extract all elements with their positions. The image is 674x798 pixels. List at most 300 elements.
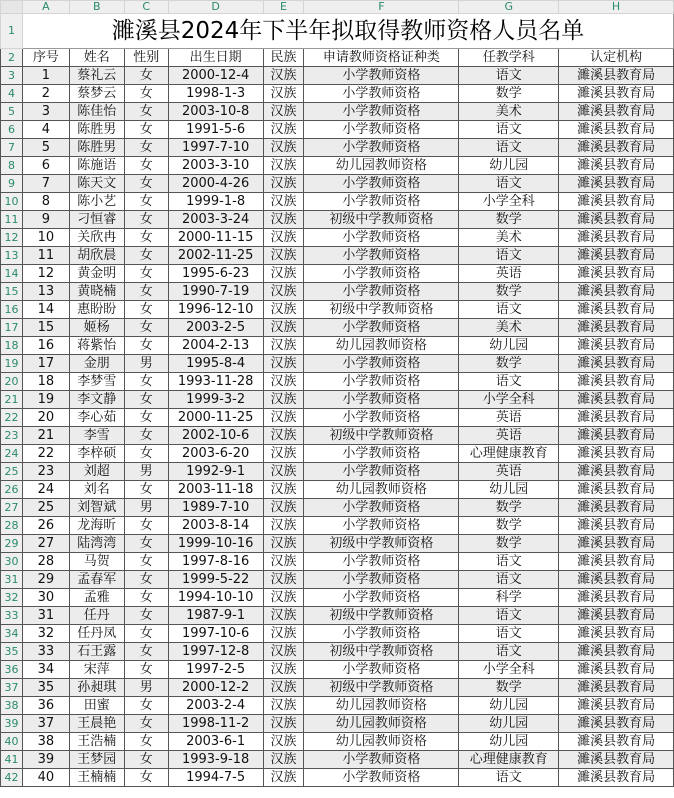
- row-number[interactable]: 37: [1, 679, 23, 697]
- row-number[interactable]: 31: [1, 571, 23, 589]
- data-cell[interactable]: 汉族: [263, 679, 304, 697]
- data-cell[interactable]: 女: [124, 103, 168, 121]
- data-cell[interactable]: 语文: [459, 607, 559, 625]
- data-cell[interactable]: 濉溪县教育局: [559, 229, 674, 247]
- data-cell[interactable]: 小学教师资格: [304, 319, 459, 337]
- data-cell[interactable]: 濉溪县教育局: [559, 139, 674, 157]
- data-cell[interactable]: 女: [124, 409, 168, 427]
- data-cell[interactable]: 女: [124, 265, 168, 283]
- data-cell[interactable]: 语文: [459, 571, 559, 589]
- data-cell[interactable]: 濉溪县教育局: [559, 463, 674, 481]
- data-cell[interactable]: 汉族: [263, 535, 304, 553]
- data-cell[interactable]: 胡欣晨: [69, 247, 124, 265]
- data-cell[interactable]: 女: [124, 553, 168, 571]
- data-cell[interactable]: 蔡梦云: [69, 85, 124, 103]
- column-header[interactable]: A: [22, 1, 69, 14]
- data-cell[interactable]: 幼儿园: [459, 697, 559, 715]
- data-cell[interactable]: 女: [124, 517, 168, 535]
- data-cell[interactable]: 小学教师资格: [304, 391, 459, 409]
- data-cell[interactable]: 汉族: [263, 607, 304, 625]
- data-cell[interactable]: 刘智斌: [69, 499, 124, 517]
- data-cell[interactable]: 男: [124, 355, 168, 373]
- data-cell[interactable]: 濉溪县教育局: [559, 157, 674, 175]
- data-cell[interactable]: 汉族: [263, 337, 304, 355]
- data-cell[interactable]: 濉溪县教育局: [559, 607, 674, 625]
- data-cell[interactable]: 孟春军: [69, 571, 124, 589]
- data-cell[interactable]: 濉溪县教育局: [559, 769, 674, 787]
- data-cell[interactable]: 2000-12-2: [168, 679, 263, 697]
- data-cell[interactable]: 蒋紫怡: [69, 337, 124, 355]
- data-cell[interactable]: 女: [124, 175, 168, 193]
- data-cell[interactable]: 濉溪县教育局: [559, 481, 674, 499]
- data-cell[interactable]: 1995-8-4: [168, 355, 263, 373]
- data-cell[interactable]: 1: [22, 67, 69, 85]
- header-cell[interactable]: 申请教师资格证种类: [304, 49, 459, 67]
- row-number[interactable]: 19: [1, 355, 23, 373]
- data-cell[interactable]: 心理健康教育: [459, 751, 559, 769]
- data-cell[interactable]: 2003-2-5: [168, 319, 263, 337]
- data-cell[interactable]: 陈小艺: [69, 193, 124, 211]
- data-cell[interactable]: 女: [124, 193, 168, 211]
- data-cell[interactable]: 李梓硕: [69, 445, 124, 463]
- data-cell[interactable]: 小学教师资格: [304, 517, 459, 535]
- row-number[interactable]: 32: [1, 589, 23, 607]
- data-cell[interactable]: 男: [124, 679, 168, 697]
- data-cell[interactable]: 数学: [459, 211, 559, 229]
- data-cell[interactable]: 刘名: [69, 481, 124, 499]
- row-number[interactable]: 36: [1, 661, 23, 679]
- data-cell[interactable]: 语文: [459, 67, 559, 85]
- row-number[interactable]: 25: [1, 463, 23, 481]
- data-cell[interactable]: 2003-11-18: [168, 481, 263, 499]
- data-cell[interactable]: 幼儿园教师资格: [304, 697, 459, 715]
- row-number[interactable]: 3: [1, 67, 23, 85]
- data-cell[interactable]: 2002-11-25: [168, 247, 263, 265]
- data-cell[interactable]: 王晨艳: [69, 715, 124, 733]
- data-cell[interactable]: 濉溪县教育局: [559, 643, 674, 661]
- header-cell[interactable]: 认定机构: [559, 49, 674, 67]
- data-cell[interactable]: 数学: [459, 535, 559, 553]
- data-cell[interactable]: 汉族: [263, 769, 304, 787]
- data-cell[interactable]: 39: [22, 751, 69, 769]
- data-cell[interactable]: 初级中学教师资格: [304, 643, 459, 661]
- data-cell[interactable]: 汉族: [263, 175, 304, 193]
- data-cell[interactable]: 25: [22, 499, 69, 517]
- data-cell[interactable]: 黄金明: [69, 265, 124, 283]
- data-cell[interactable]: 幼儿园教师资格: [304, 337, 459, 355]
- data-cell[interactable]: 2003-3-10: [168, 157, 263, 175]
- data-cell[interactable]: 汉族: [263, 139, 304, 157]
- data-cell[interactable]: 14: [22, 301, 69, 319]
- data-cell[interactable]: 23: [22, 463, 69, 481]
- data-cell[interactable]: 小学教师资格: [304, 283, 459, 301]
- data-cell[interactable]: 2000-11-15: [168, 229, 263, 247]
- data-cell[interactable]: 濉溪县教育局: [559, 283, 674, 301]
- row-number[interactable]: 20: [1, 373, 23, 391]
- data-cell[interactable]: 11: [22, 247, 69, 265]
- data-cell[interactable]: 李心茹: [69, 409, 124, 427]
- row-number[interactable]: 10: [1, 193, 23, 211]
- data-cell[interactable]: 濉溪县教育局: [559, 175, 674, 193]
- data-cell[interactable]: 2003-2-4: [168, 697, 263, 715]
- row-number[interactable]: 42: [1, 769, 23, 787]
- data-cell[interactable]: 1997-7-10: [168, 139, 263, 157]
- data-cell[interactable]: 1990-7-19: [168, 283, 263, 301]
- data-cell[interactable]: 汉族: [263, 319, 304, 337]
- data-cell[interactable]: 女: [124, 769, 168, 787]
- data-cell[interactable]: 初级中学教师资格: [304, 427, 459, 445]
- data-cell[interactable]: 汉族: [263, 193, 304, 211]
- data-cell[interactable]: 语文: [459, 625, 559, 643]
- data-cell[interactable]: 女: [124, 211, 168, 229]
- data-cell[interactable]: 17: [22, 355, 69, 373]
- data-cell[interactable]: 王浩楠: [69, 733, 124, 751]
- data-cell[interactable]: 田蜜: [69, 697, 124, 715]
- data-cell[interactable]: 数学: [459, 355, 559, 373]
- data-cell[interactable]: 濉溪县教育局: [559, 445, 674, 463]
- data-cell[interactable]: 2003-10-8: [168, 103, 263, 121]
- row-number[interactable]: 12: [1, 229, 23, 247]
- data-cell[interactable]: 汉族: [263, 553, 304, 571]
- data-cell[interactable]: 2000-4-26: [168, 175, 263, 193]
- row-number[interactable]: 17: [1, 319, 23, 337]
- data-cell[interactable]: 小学教师资格: [304, 499, 459, 517]
- data-cell[interactable]: 马贺: [69, 553, 124, 571]
- data-cell[interactable]: 2004-2-13: [168, 337, 263, 355]
- data-cell[interactable]: 小学教师资格: [304, 247, 459, 265]
- data-cell[interactable]: 7: [22, 175, 69, 193]
- data-cell[interactable]: 女: [124, 571, 168, 589]
- data-cell[interactable]: 美术: [459, 229, 559, 247]
- data-cell[interactable]: 4: [22, 121, 69, 139]
- row-number[interactable]: 41: [1, 751, 23, 769]
- data-cell[interactable]: 1992-9-1: [168, 463, 263, 481]
- row-number[interactable]: 33: [1, 607, 23, 625]
- data-cell[interactable]: 29: [22, 571, 69, 589]
- data-cell[interactable]: 女: [124, 67, 168, 85]
- data-cell[interactable]: 15: [22, 319, 69, 337]
- data-cell[interactable]: 蔡礼云: [69, 67, 124, 85]
- column-header[interactable]: D: [168, 1, 263, 14]
- data-cell[interactable]: 幼儿园: [459, 157, 559, 175]
- data-cell[interactable]: 30: [22, 589, 69, 607]
- data-cell[interactable]: 科学: [459, 589, 559, 607]
- data-cell[interactable]: 2003-3-24: [168, 211, 263, 229]
- data-cell[interactable]: 英语: [459, 409, 559, 427]
- data-cell[interactable]: 小学教师资格: [304, 139, 459, 157]
- data-cell[interactable]: 1996-12-10: [168, 301, 263, 319]
- header-cell[interactable]: 序号: [22, 49, 69, 67]
- data-cell[interactable]: 汉族: [263, 715, 304, 733]
- data-cell[interactable]: 1998-11-2: [168, 715, 263, 733]
- column-header[interactable]: C: [124, 1, 168, 14]
- data-cell[interactable]: 汉族: [263, 355, 304, 373]
- header-cell[interactable]: 姓名: [69, 49, 124, 67]
- data-cell[interactable]: 初级中学教师资格: [304, 535, 459, 553]
- data-cell[interactable]: 濉溪县教育局: [559, 337, 674, 355]
- data-cell[interactable]: 汉族: [263, 625, 304, 643]
- data-cell[interactable]: 语文: [459, 643, 559, 661]
- data-cell[interactable]: 13: [22, 283, 69, 301]
- data-cell[interactable]: 小学教师资格: [304, 103, 459, 121]
- data-cell[interactable]: 女: [124, 85, 168, 103]
- data-cell[interactable]: 10: [22, 229, 69, 247]
- data-cell[interactable]: 女: [124, 661, 168, 679]
- data-cell[interactable]: 龙海昕: [69, 517, 124, 535]
- data-cell[interactable]: 濉溪县教育局: [559, 121, 674, 139]
- data-cell[interactable]: 濉溪县教育局: [559, 319, 674, 337]
- row-number[interactable]: 4: [1, 85, 23, 103]
- data-cell[interactable]: 1991-5-6: [168, 121, 263, 139]
- data-cell[interactable]: 女: [124, 751, 168, 769]
- data-cell[interactable]: 幼儿园: [459, 715, 559, 733]
- data-cell[interactable]: 石王露: [69, 643, 124, 661]
- data-cell[interactable]: 31: [22, 607, 69, 625]
- data-cell[interactable]: 濉溪县教育局: [559, 679, 674, 697]
- data-cell[interactable]: 金朋: [69, 355, 124, 373]
- row-number[interactable]: 7: [1, 139, 23, 157]
- data-cell[interactable]: 濉溪县教育局: [559, 409, 674, 427]
- data-cell[interactable]: 刘超: [69, 463, 124, 481]
- data-cell[interactable]: 濉溪县教育局: [559, 193, 674, 211]
- data-cell[interactable]: 33: [22, 643, 69, 661]
- data-cell[interactable]: 小学教师资格: [304, 355, 459, 373]
- data-cell[interactable]: 汉族: [263, 103, 304, 121]
- data-cell[interactable]: 数学: [459, 283, 559, 301]
- data-cell[interactable]: 女: [124, 535, 168, 553]
- data-cell[interactable]: 李雪: [69, 427, 124, 445]
- data-cell[interactable]: 21: [22, 427, 69, 445]
- data-cell[interactable]: 汉族: [263, 589, 304, 607]
- data-cell[interactable]: 1993-9-18: [168, 751, 263, 769]
- data-cell[interactable]: 2003-6-1: [168, 733, 263, 751]
- data-cell[interactable]: 1998-1-3: [168, 85, 263, 103]
- row-number[interactable]: 14: [1, 265, 23, 283]
- data-cell[interactable]: 9: [22, 211, 69, 229]
- data-cell[interactable]: 男: [124, 463, 168, 481]
- data-cell[interactable]: 汉族: [263, 499, 304, 517]
- data-cell[interactable]: 1999-1-8: [168, 193, 263, 211]
- data-cell[interactable]: 陈施语: [69, 157, 124, 175]
- data-cell[interactable]: 12: [22, 265, 69, 283]
- data-cell[interactable]: 汉族: [263, 733, 304, 751]
- data-cell[interactable]: 任丹: [69, 607, 124, 625]
- data-cell[interactable]: 38: [22, 733, 69, 751]
- sheet-title[interactable]: 濉溪县2024年下半年拟取得教师资格人员名单: [22, 14, 673, 49]
- data-cell[interactable]: 36: [22, 697, 69, 715]
- row-number[interactable]: 23: [1, 427, 23, 445]
- row-number[interactable]: 13: [1, 247, 23, 265]
- data-cell[interactable]: 幼儿园: [459, 733, 559, 751]
- data-cell[interactable]: 小学教师资格: [304, 265, 459, 283]
- column-header[interactable]: H: [559, 1, 674, 14]
- data-cell[interactable]: 汉族: [263, 229, 304, 247]
- row-number[interactable]: 28: [1, 517, 23, 535]
- data-cell[interactable]: 汉族: [263, 481, 304, 499]
- data-cell[interactable]: 6: [22, 157, 69, 175]
- data-cell[interactable]: 汉族: [263, 373, 304, 391]
- data-cell[interactable]: 女: [124, 427, 168, 445]
- data-cell[interactable]: 16: [22, 337, 69, 355]
- data-cell[interactable]: 濉溪县教育局: [559, 211, 674, 229]
- data-cell[interactable]: 汉族: [263, 211, 304, 229]
- data-cell[interactable]: 初级中学教师资格: [304, 211, 459, 229]
- data-cell[interactable]: 女: [124, 319, 168, 337]
- row-number[interactable]: 34: [1, 625, 23, 643]
- data-cell[interactable]: 陈天文: [69, 175, 124, 193]
- data-cell[interactable]: 小学全科: [459, 193, 559, 211]
- data-cell[interactable]: 英语: [459, 427, 559, 445]
- data-cell[interactable]: 濉溪县教育局: [559, 571, 674, 589]
- data-cell[interactable]: 女: [124, 283, 168, 301]
- data-cell[interactable]: 语文: [459, 373, 559, 391]
- data-cell[interactable]: 汉族: [263, 391, 304, 409]
- row-number[interactable]: 26: [1, 481, 23, 499]
- data-cell[interactable]: 小学教师资格: [304, 409, 459, 427]
- data-cell[interactable]: 1995-6-23: [168, 265, 263, 283]
- data-cell[interactable]: 濉溪县教育局: [559, 103, 674, 121]
- data-cell[interactable]: 女: [124, 589, 168, 607]
- data-cell[interactable]: 初级中学教师资格: [304, 301, 459, 319]
- data-cell[interactable]: 数学: [459, 85, 559, 103]
- data-cell[interactable]: 女: [124, 481, 168, 499]
- data-cell[interactable]: 濉溪县教育局: [559, 517, 674, 535]
- data-cell[interactable]: 濉溪县教育局: [559, 391, 674, 409]
- data-cell[interactable]: 女: [124, 643, 168, 661]
- data-cell[interactable]: 孙昶琪: [69, 679, 124, 697]
- column-header[interactable]: B: [69, 1, 124, 14]
- data-cell[interactable]: 汉族: [263, 409, 304, 427]
- select-all-corner[interactable]: [1, 1, 23, 14]
- row-number[interactable]: 15: [1, 283, 23, 301]
- row-number[interactable]: 1: [1, 14, 23, 49]
- data-cell[interactable]: 陈佳怡: [69, 103, 124, 121]
- data-cell[interactable]: 女: [124, 391, 168, 409]
- data-cell[interactable]: 濉溪县教育局: [559, 625, 674, 643]
- data-cell[interactable]: 语文: [459, 247, 559, 265]
- row-number[interactable]: 6: [1, 121, 23, 139]
- data-cell[interactable]: 小学教师资格: [304, 661, 459, 679]
- row-number[interactable]: 22: [1, 409, 23, 427]
- data-cell[interactable]: 2002-10-6: [168, 427, 263, 445]
- data-cell[interactable]: 1994-10-10: [168, 589, 263, 607]
- row-number[interactable]: 29: [1, 535, 23, 553]
- header-cell[interactable]: 性别: [124, 49, 168, 67]
- data-cell[interactable]: 女: [124, 445, 168, 463]
- data-cell[interactable]: 35: [22, 679, 69, 697]
- data-cell[interactable]: 汉族: [263, 571, 304, 589]
- data-cell[interactable]: 女: [124, 373, 168, 391]
- data-cell[interactable]: 濉溪县教育局: [559, 499, 674, 517]
- data-cell[interactable]: 初级中学教师资格: [304, 679, 459, 697]
- data-cell[interactable]: 濉溪县教育局: [559, 733, 674, 751]
- data-cell[interactable]: 幼儿园教师资格: [304, 481, 459, 499]
- data-cell[interactable]: 语文: [459, 769, 559, 787]
- data-cell[interactable]: 语文: [459, 553, 559, 571]
- data-cell[interactable]: 8: [22, 193, 69, 211]
- data-cell[interactable]: 濉溪县教育局: [559, 265, 674, 283]
- data-cell[interactable]: 小学教师资格: [304, 553, 459, 571]
- data-cell[interactable]: 数学: [459, 499, 559, 517]
- data-cell[interactable]: 姬杨: [69, 319, 124, 337]
- data-cell[interactable]: 李梦雪: [69, 373, 124, 391]
- column-header[interactable]: G: [459, 1, 559, 14]
- data-cell[interactable]: 1987-9-1: [168, 607, 263, 625]
- row-number[interactable]: 35: [1, 643, 23, 661]
- data-cell[interactable]: 濉溪县教育局: [559, 661, 674, 679]
- data-cell[interactable]: 黄晓楠: [69, 283, 124, 301]
- row-number[interactable]: 8: [1, 157, 23, 175]
- data-cell[interactable]: 王梦园: [69, 751, 124, 769]
- data-cell[interactable]: 24: [22, 481, 69, 499]
- data-cell[interactable]: 小学教师资格: [304, 67, 459, 85]
- data-cell[interactable]: 1997-2-5: [168, 661, 263, 679]
- data-cell[interactable]: 女: [124, 139, 168, 157]
- data-cell[interactable]: 幼儿园: [459, 481, 559, 499]
- row-number[interactable]: 9: [1, 175, 23, 193]
- data-cell[interactable]: 小学教师资格: [304, 769, 459, 787]
- row-number[interactable]: 24: [1, 445, 23, 463]
- data-cell[interactable]: 汉族: [263, 463, 304, 481]
- data-cell[interactable]: 1999-3-2: [168, 391, 263, 409]
- row-number[interactable]: 11: [1, 211, 23, 229]
- data-cell[interactable]: 28: [22, 553, 69, 571]
- data-cell[interactable]: 女: [124, 607, 168, 625]
- data-cell[interactable]: 心理健康教育: [459, 445, 559, 463]
- row-number[interactable]: 30: [1, 553, 23, 571]
- data-cell[interactable]: 汉族: [263, 157, 304, 175]
- data-cell[interactable]: 濉溪县教育局: [559, 247, 674, 265]
- data-cell[interactable]: 汉族: [263, 661, 304, 679]
- data-cell[interactable]: 美术: [459, 103, 559, 121]
- data-cell[interactable]: 女: [124, 157, 168, 175]
- data-cell[interactable]: 2: [22, 85, 69, 103]
- row-number[interactable]: 2: [1, 49, 23, 67]
- data-cell[interactable]: 陈胜男: [69, 121, 124, 139]
- data-cell[interactable]: 小学教师资格: [304, 625, 459, 643]
- data-cell[interactable]: 小学教师资格: [304, 373, 459, 391]
- row-number[interactable]: 5: [1, 103, 23, 121]
- data-cell[interactable]: 20: [22, 409, 69, 427]
- row-number[interactable]: 38: [1, 697, 23, 715]
- data-cell[interactable]: 初级中学教师资格: [304, 607, 459, 625]
- data-cell[interactable]: 1999-5-22: [168, 571, 263, 589]
- data-cell[interactable]: 王楠楠: [69, 769, 124, 787]
- data-cell[interactable]: 5: [22, 139, 69, 157]
- data-cell[interactable]: 小学教师资格: [304, 589, 459, 607]
- data-cell[interactable]: 幼儿园教师资格: [304, 733, 459, 751]
- data-cell[interactable]: 1997-8-16: [168, 553, 263, 571]
- row-number[interactable]: 40: [1, 733, 23, 751]
- column-header[interactable]: E: [263, 1, 304, 14]
- data-cell[interactable]: 汉族: [263, 427, 304, 445]
- data-cell[interactable]: 小学全科: [459, 391, 559, 409]
- data-cell[interactable]: 濉溪县教育局: [559, 355, 674, 373]
- data-cell[interactable]: 女: [124, 733, 168, 751]
- data-cell[interactable]: 汉族: [263, 283, 304, 301]
- data-cell[interactable]: 女: [124, 715, 168, 733]
- data-cell[interactable]: 小学教师资格: [304, 175, 459, 193]
- data-cell[interactable]: 37: [22, 715, 69, 733]
- data-cell[interactable]: 18: [22, 373, 69, 391]
- data-cell[interactable]: 陆湾湾: [69, 535, 124, 553]
- data-cell[interactable]: 数学: [459, 679, 559, 697]
- data-cell[interactable]: 李文静: [69, 391, 124, 409]
- data-cell[interactable]: 小学教师资格: [304, 463, 459, 481]
- data-cell[interactable]: 2000-11-25: [168, 409, 263, 427]
- data-cell[interactable]: 19: [22, 391, 69, 409]
- data-cell[interactable]: 小学教师资格: [304, 751, 459, 769]
